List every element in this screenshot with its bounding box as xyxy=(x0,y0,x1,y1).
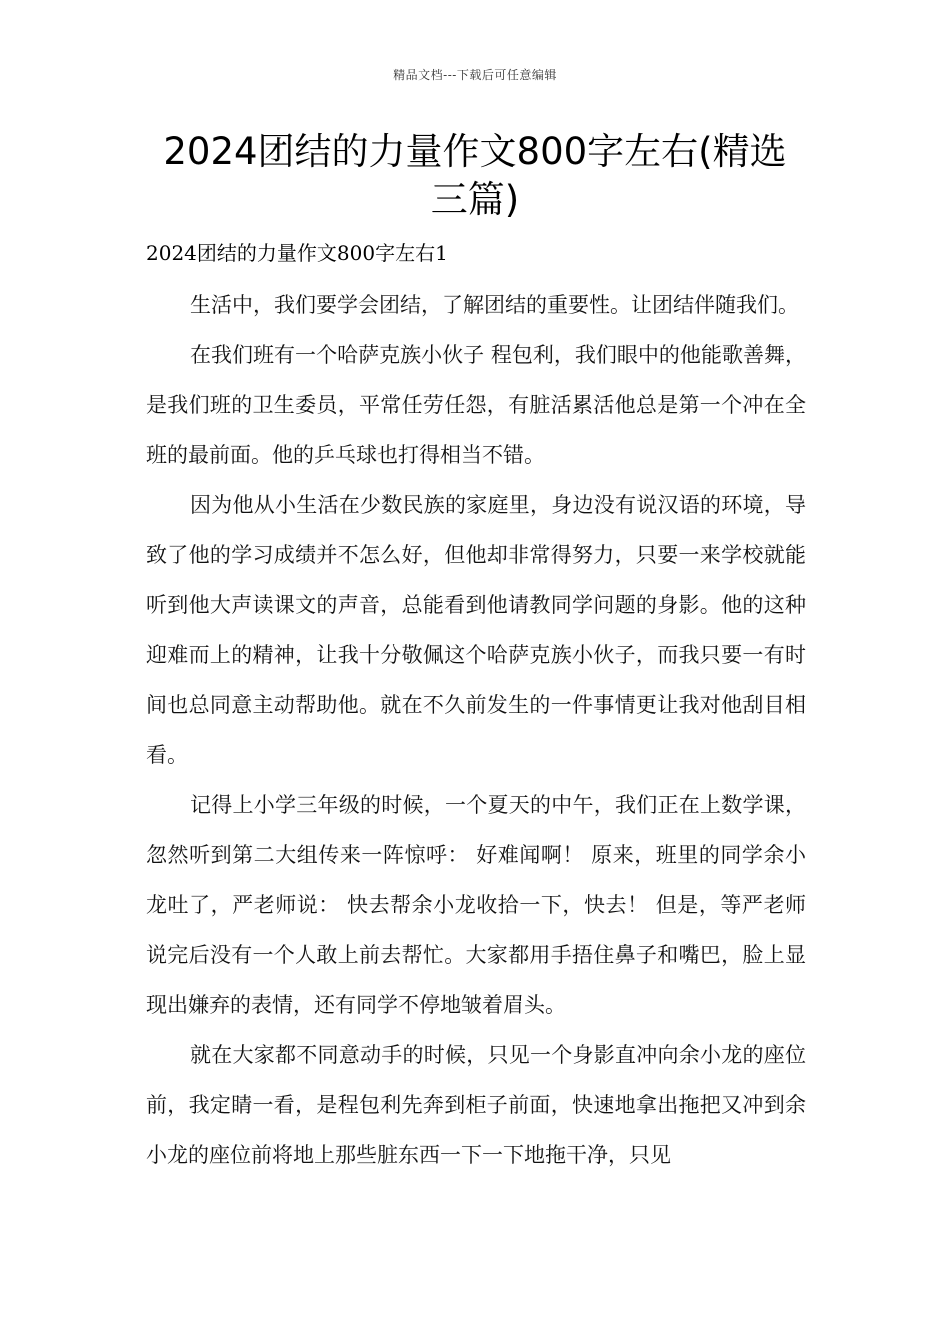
paragraph: 因为他从小生活在少数民族的家庭里，身边没有说汉语的环境，导致了他的学习成绩并不怎么好，但他却非常得努力，只要一来学校就能听到他大声读课文的声音，总能看到他请教同学问题的身影。他的这种迎难而上的精神，让我十分敬佩这个哈萨克族小伙子，而我只要一有时间也总同意主动帮助他。就在不久前发生的一件事情更让我对他刮目相看。 xyxy=(146,493,806,767)
paragraph: 生活中，我们要学会团结，了解团结的重要性。让团结伴随我们。 xyxy=(190,293,799,317)
document-title: 2024团结的力量作文800字左右(精选三篇) xyxy=(163,130,787,221)
paragraph: 在我们班有一个哈萨克族小伙子 程包利，我们眼中的他能歌善舞，是我们班的卫生委员，平常任劳任怨，有脏活累活他总是第一个冲在全班的最前面。他的乒乓球也打得相当不错。 xyxy=(146,343,806,467)
paragraph: 记得上小学三年级的时候，一个夏天的中午，我们正在上数学课，忽然听到第二大组传来一阵惊呼： 好难闻啊！ 原来，班里的同学余小龙吐了，严老师说： 快去帮余小龙收拾一下，快去！ 但是，等严老师说完后没有一个人敢上前去帮忙。大家都用手捂住鼻子和嘴巴，脸上显现出嫌弃的表情，还有同学不停地皱着眉头。 xyxy=(146,793,806,1017)
page-header-note: 精品文档---下载后可任意编辑 xyxy=(393,68,557,82)
paragraph: 就在大家都不同意动手的时候，只见一个身影直冲向余小龙的座位前，我定睛一看，是程包利先奔到柜子前面，快速地拿出拖把又冲到余小龙的座位前将地上那些脏东西一下一下地拖干净，只见 xyxy=(146,1043,806,1167)
section-subtitle: 2024团结的力量作文800字左右1 xyxy=(146,241,448,265)
article-body xyxy=(146,280,806,1180)
